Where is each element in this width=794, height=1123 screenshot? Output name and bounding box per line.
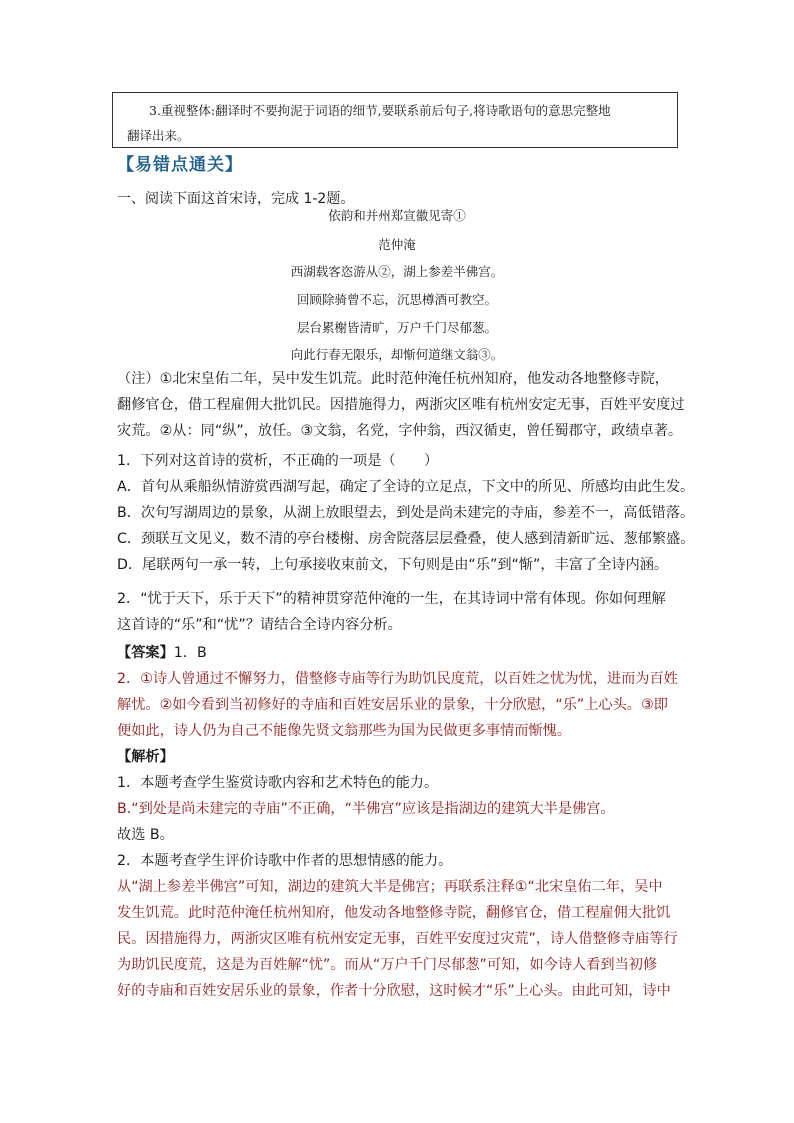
answer-2-line: 2．①诗人曾通过不懈努力，借整修寺庙等行为助饥民度荒，以百姓之忧为忧，进而为百姓 bbox=[117, 671, 678, 687]
note-line: 翻修官仓，借工程雇佣大批饥民。因措施得力，两浙灾区唯有杭州安定无事，百姓平安度过 bbox=[117, 397, 685, 413]
question-1 bbox=[117, 448, 695, 578]
note-line: 灾荒。②从：同“纵”，放任。③文翁，名党，字仲翁，西汉循吏，曾任蜀郡守，政绩卓著。 bbox=[117, 423, 683, 439]
analysis-line: 民。因措施得力，两浙灾区唯有杭州安定无事，百姓平安度过灾荒”，诗人借整修寺庙等行 bbox=[117, 931, 678, 947]
analysis-line: 1．本题考查学生鉴赏诗歌内容和艺术特色的能力。 bbox=[117, 775, 439, 791]
note-paragraph bbox=[117, 366, 685, 444]
analysis-line: 从“湖上参差半佛宫”可知，湖边的建筑大半是佛宫；再联系注释①“北宋皇佑二年，吴中 bbox=[117, 879, 663, 895]
option-d: D．尾联两句一承一转，上句承接收束前文，下句则是由“乐”到“惭”，丰富了全诗内涵。 bbox=[117, 557, 669, 573]
poem-line: 向此行春无限乐，却惭何道继文翁③。 bbox=[290, 347, 504, 362]
analysis-line: 为助饥民度荒，这是为百姓解“忧”。而从“万户千门尽郁葱”可知，如今诗人看到当初修 bbox=[117, 957, 658, 973]
option-b: B．次句写湖周边的景象，从湖上放眼望去，到处是尚未建完的寺庙，参差不一，高低错落。 bbox=[117, 505, 695, 521]
question-intro: 一、阅读下面这首宋诗，完成 1-2题。 bbox=[117, 191, 355, 207]
answer-2-line: 便如此，诗人仍为自己不能像先贤文翁那些为国为民做更多事情而惭愧。 bbox=[117, 723, 572, 739]
question-line: 2．“忧于天下，乐于天下”的精神贯穿范仲淹的一生，在其诗词中常有体现。你如何理解 bbox=[117, 591, 666, 607]
question-line: 这首诗的“乐”和“忧”？请结合全诗内容分析。 bbox=[117, 617, 402, 633]
analysis-line: 2．本题考查学生评价诗歌中作者的思想情感的能力。 bbox=[117, 853, 453, 869]
option-a: A．首句从乘船纵情游赏西湖写起，确定了全诗的立足点，下文中的所见、所感均由此生发。 bbox=[117, 479, 695, 495]
answer-1: 1．B bbox=[173, 645, 207, 661]
tip-box bbox=[112, 92, 678, 148]
analysis-line: B.“到处是尚未建完的寺庙”不正确，“半佛宫”应该是指湖边的建筑大半是佛宫。 bbox=[117, 801, 615, 817]
poem-author: 范仲淹 bbox=[378, 237, 416, 252]
analysis-section bbox=[117, 744, 679, 1004]
tip-line: 翻译出来。 bbox=[127, 128, 190, 143]
poem-line: 西湖载客恣游从②，湖上参差半佛宫。 bbox=[290, 264, 504, 279]
section-title: 【易错点通关】 bbox=[117, 155, 243, 175]
note-line: （注）①北宋皇佑二年，吴中发生饥荒。此时范仲淹任杭州知府，他发动各地整修寺院， bbox=[117, 371, 669, 387]
poem-title: 依韵和并州郑宣徽见寄① bbox=[328, 208, 466, 223]
analysis-line: 发生饥荒。此时范仲淹任杭州知府，他发动各地整修寺院，翻修官仓，借工程雇佣大批饥 bbox=[117, 905, 671, 921]
answer-line bbox=[117, 640, 679, 666]
poem-line: 回顾除骑曾不忘，沉思樽酒可教空。 bbox=[296, 292, 497, 307]
poem-line: 层台累榭皆清旷，万户千门尽郁葱。 bbox=[296, 320, 497, 335]
tip-line: 3.重视整体:翻译时不要拘泥于词语的细节,要联系前后句子,将诗歌语句的意思完整地 bbox=[149, 103, 611, 118]
answer-2-line: 解忧。②如今看到当初修好的寺庙和百姓安居乐业的景象，十分欣慰，“乐”上心头。③即 bbox=[117, 697, 668, 713]
question-2 bbox=[117, 586, 679, 638]
question-stem: 1．下列对这首诗的赏析，不正确的一项是（ ） bbox=[117, 453, 439, 469]
analysis-line: 好的寺庙和百姓安居乐业的景象，作者十分欣慰，这时候才“乐”上心头。由此可知，诗中 bbox=[117, 983, 671, 999]
answer-section bbox=[117, 640, 679, 744]
answer-label: 【答案】 bbox=[117, 645, 174, 661]
analysis-label: 【解析】 bbox=[117, 749, 174, 765]
analysis-line: 故选 B。 bbox=[117, 827, 174, 843]
option-c: C．颈联互文见义，数不清的亭台楼榭、房舍院落层层叠叠，使人感到清新旷远、葱郁繁盛。 bbox=[117, 531, 695, 547]
